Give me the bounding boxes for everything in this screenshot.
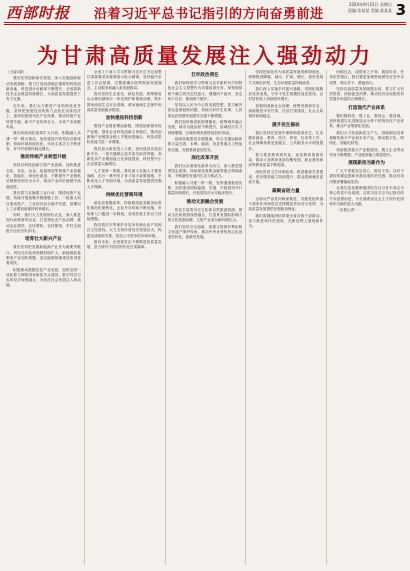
- header-rule-thin: [4, 24, 406, 25]
- header-rule: [4, 22, 406, 23]
- paragraph: 我们坚持创新驱动发展，深入实施创新驱动发展战略，着力打造西部地区重要的科技创新高地，科技进步贡献率不断提升，全省高新技术企业数量持续增长，为高质量发展提供了有力支撑。: [6, 76, 81, 102]
- newspaper-logo: 西部时报: [6, 4, 71, 22]
- paragraph: 全面从严治党向纵深推进，各级党组织战斗堡垒作用和党员先锋模范作用充分发挥，为高质量发展提供坚强政治保证。: [248, 196, 324, 212]
- paragraph: 深化放管服改革，持续推进政务服务标准化规范化便利化，企业开办时间不断压缩，市场准入门槛进一步降低，各类经营主体活力持续增强。: [86, 200, 162, 221]
- section-heading: 深化改革开放: [191, 155, 219, 161]
- paragraph: 我们坚持在发展中保障和改善民生，扎实做好就业、教育、医疗、养老、住房等工作，社会保障体系更加健全，公共服务水平明显提升。: [248, 130, 324, 151]
- paragraph: 积极融入共建一带一路，发挥通道枢纽优势，加快建设国际陆港、空港，中欧班列开行数量持续增长，开放型经济水平稳步提升。: [167, 180, 243, 196]
- paragraph: 坚持以科技创新引领产业创新，加快推进石化、有色、冶金、装备制造等传统产业高端化、智能化、绿色化改造，不断提升产业链供应链韧性和安全水平，推动产业向价值链中高端迈进。: [6, 163, 81, 189]
- paragraph: 着力推进教育现代化，优化教育资源布局，推动义务教育优质均衡发展，职业教育和高等教育质量不断提高。: [248, 152, 324, 168]
- paragraph: 坚持以高质量发展统揽全局，着力扩大有效投资，持续促进消费，推动经济实现质的有效提升和量的合理增长。: [329, 86, 404, 102]
- section-heading: 推动文旅融合发展: [186, 199, 224, 205]
- section-heading: 持续优化营商环境: [105, 192, 143, 198]
- paragraph: 坚持以人民为中心的发展思想，着力解决群众急难愁盼问题，持续办好民生实事，人民群众获得感幸福感安全感不断增强。: [167, 103, 243, 118]
- issue-editors: 责编:张某某 美编:某某某: [348, 8, 392, 13]
- paragraph: 面向未来，全省将坚定不移推进高质量发展，奋力谱写中国式现代化甘肃篇章。: [86, 240, 162, 250]
- section-heading: 提升民生福祉: [272, 122, 300, 128]
- paragraph: 全省上下深入学习贯彻习近平总书记视察甘肃重要讲话重要指示批示精神，坚持稳中求进工作总基调，完整准确全面贯彻新发展理念，主动服务和融入新发展格局。: [86, 70, 162, 90]
- paragraph: 加强和创新社会治理，统筹发展和安全，持续推进平安甘肃、法治甘肃建设，社会大局保持和谐稳定。: [248, 103, 324, 119]
- paragraph: 我们持续深化改革扩大开放，积极融入共建一带一路大格局，加快建设开放型经济新体制，营商环境持续优化，市场主体活力不断迸发，对外贸易保持稳定增长。: [6, 131, 81, 152]
- column-divider: [165, 70, 166, 565]
- page-number: 3: [395, 1, 406, 19]
- section-heading: 凝聚奋进力量: [272, 188, 300, 194]
- paragraph: 我们加快推进新型城镇化，统筹城乡融合发展，城市功能品质不断提升，县域经济实力持续增强，区域协调发展格局加快形成。: [167, 120, 243, 135]
- section-heading: 打造现代产业体系: [348, 105, 385, 111]
- paragraph: 坚持把绿色作为高质量发展的鲜明底色，统筹推进降碳、减污、扩绿、增长，加快发展方式绿色转型，生态环境质量持续改善。: [248, 70, 324, 85]
- paragraph: 回顾过去，成绩来之不易；展望未来，任务依然艰巨。我们要更加紧密地团结在党中央周围，埋头苦干、勇毅前行。: [329, 70, 404, 85]
- paragraph: 让我们更加紧密地团结在以习近平同志为核心的党中央周围，沿着习近平总书记指引的方向奋勇前进，为全面建设社会主义现代化国家作出新的更大贡献。: [329, 186, 404, 206]
- column-divider: [245, 70, 246, 565]
- paragraph: 我们加大研发投入力度，加快建设各类创新平台，一批关键核心技术攻关取得突破，高新技术产业增加值占比持续提高，科技型中小企业数量大幅增长。: [86, 146, 162, 167]
- paragraph: 紧扣强科技、强工业、强省会、强县域，加快构建以先进制造业为骨干的现代化产业体系，推动产业集群化发展。: [329, 113, 404, 129]
- paragraph: 广大干部要坚定信心、鼓足干劲，以时不我待的紧迫感和舍我其谁的责任感，推动各项决策部署落地见效。: [329, 169, 404, 184]
- column-divider: [326, 70, 327, 565]
- paragraph: 持续推进重点产业链建设，链主企业带动作用不断增强，产业配套能力明显提升。: [329, 147, 404, 157]
- article-column: [248, 70, 323, 565]
- article-columns: [6, 70, 404, 565]
- paragraph: 同时，我们大力发展现代农业，深入推进现代丝路寒旱农业，打造特色农产品品牌，推动农业增效、农民增收、农村繁荣，乡村全面振兴迈出坚实步伐。: [6, 213, 81, 234]
- paragraph: 我们坚持把发展新能源产业作为重要突破口，风电光伏装机规模持续扩大，新能源装备制造产业加快集聚，清洁能源基地建设取得显著成效。: [6, 245, 81, 266]
- paragraph: 依托丰富的历史文化和自然旅游资源，推动文化和旅游深度融合，打造具有国际影响力的文化旅游品牌，文旅产业成为新的增长点。: [167, 207, 243, 223]
- paragraph: 我们以全面深化改革为动力，深入推进国资国企改革，持续深化财税金融等重点领域改革，不断激发发展内生动力和活力。: [167, 163, 243, 179]
- paragraph: （上接1版）: [6, 70, 27, 74]
- paragraph: 我们将继续团结带领全省各族干部群众，奋力推进现代化建设，在新征程上展现新作为。: [248, 213, 324, 229]
- paragraph: 我们深入实施乡村振兴战略，巩固拓展脱贫攻坚成果，守牢不发生规模性返贫底线，农村居民收入持续较快增长。: [248, 86, 324, 102]
- masthead: [0, 0, 410, 22]
- paragraph: 我们大力发展新质生产力，因地制宜培育战略性新兴产业和未来产业，推动数字化、网络化、智能化转型。: [329, 130, 404, 146]
- issue-meta: [348, 2, 392, 14]
- paragraph: 积极推动数据信息产业发展，加快全国一体化算力网络国家枢纽节点建设，数字经济与实体经济深度融合，为经济社会发展注入新动能。: [6, 267, 81, 288]
- paragraph: （本报记者）: [336, 208, 358, 213]
- section-heading: 培育壮大新兴产业: [25, 237, 62, 243]
- column-divider: [84, 70, 85, 565]
- article-column: [168, 70, 243, 565]
- article-column: [87, 70, 162, 565]
- paragraph: 我们始终把学习贯彻习近平新时代中国特色社会主义思想作为首要政治任务，深刻领悟两个确立的决定性意义，增强四个意识、坚定四个自信、做到两个维护。: [167, 81, 243, 101]
- article-column: [6, 70, 81, 565]
- paragraph: 基础设施建设全面提速，综合交通运输体系日益完善，水利、能源、信息等重大工程加快实施，发展基础更加坚实。: [167, 136, 243, 152]
- paragraph: 我们坚持守正创新，加强文物保护利用和文化遗产保护传承，推动中华优秀传统文化创造性转化、创新性发展。: [167, 224, 243, 240]
- paragraph: 近年来，我们大力推进产业结构优化升级，坚持把发展经济的着力点放在实体经济上，加快构建现代化产业体系，推动传统产业转型升级、新兴产业培育壮大、未来产业前瞻布局。: [6, 103, 81, 129]
- paragraph: 我们坚持生态优先、绿色发展，统筹推进山水林田湖草沙一体化保护和系统治理，筑牢国家西部生态安全屏障，黄河流域生态保护和高质量发展稳步推进。: [86, 92, 162, 113]
- paragraph: 我们依法平等保护各类所有制企业产权和自主经营权，大力支持民营经济发展壮大，构建亲清政商关系，营造公平竞争的市场环境。: [86, 223, 162, 238]
- section-heading: 展现新担当新作为: [348, 161, 385, 167]
- section-heading: 加快推进科技创新: [105, 116, 143, 122]
- paragraph: 深化医药卫生体制改革，推进健康甘肃建设，医疗服务能力持续提升，群众看病就医更加方便。: [248, 169, 324, 185]
- page-headline: 为甘肃高质量发展注入强劲动力: [37, 44, 373, 68]
- section-heading: 推动传统产业转型升级: [20, 155, 67, 161]
- paragraph: 我们着力实施强工业行动，围绕优势产业链，持续开展延链补链强链工作，一批重大项目建成投产，工业经济运行稳中有进，规模以上工业增加值保持较快增长。: [6, 190, 81, 211]
- paragraph: 人才是第一资源。我们深入实施人才强省战略，出台一系列引才育才用才政策措施，不断优化人才发展环境，为高质量发展提供坚强人才保障。: [86, 168, 162, 189]
- subheading: 扛牢政治责任: [191, 73, 219, 78]
- paragraph: 围绕产业链部署创新链，围绕创新链布局产业链，强化企业科技创新主体地位，推动创新链产业链资金链人才链深度融合，科技成果转化能力进一步增强。: [86, 124, 162, 145]
- article-column: [329, 70, 404, 565]
- issue-date: 2024年9月15日 星期日: [348, 2, 392, 7]
- section-banner: 沿着习近平总书记指引的方向奋勇前进: [94, 7, 324, 22]
